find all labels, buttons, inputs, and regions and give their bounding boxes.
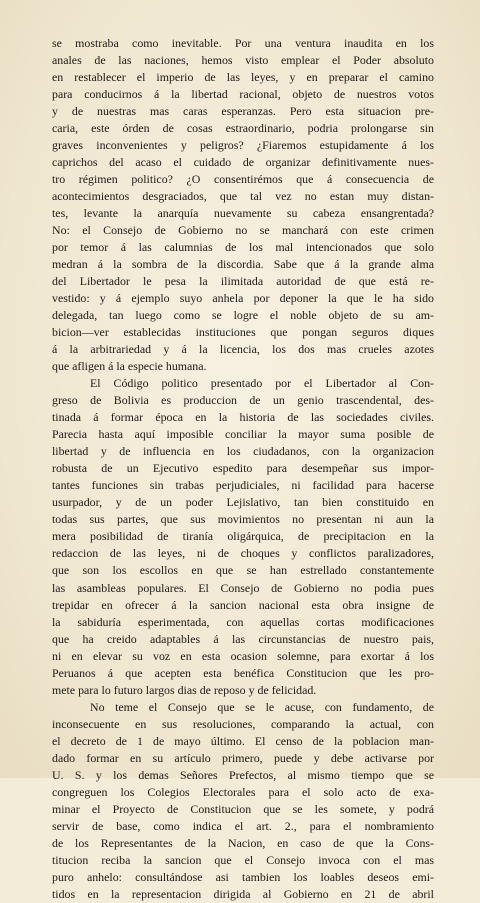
text-line: en restablecer el imperio de las leyes, y en preparar el camino [52, 70, 434, 85]
text-line: titucion reciba la sancion que el Consejo invoca con el mas [52, 852, 434, 867]
text-line: caprichos del acaso el cuidado de organizar definitivamente nues- [52, 155, 434, 170]
text-line: que ha creido adaptables á las circunstancias de nuestro pais, [52, 631, 434, 646]
text-line: trepidar en ofrecer á la sancion nacional esta obra insigne de [52, 597, 434, 612]
text-line: graves inconvenientes y peligros? ¿Fiaremos estupidamente á los [52, 138, 434, 153]
text-line: mera posibilidad de tiranía oligárquica, de precipitacion en la [52, 529, 434, 544]
text-line: por temor á las calumnias de los mal intencionados que solo [52, 240, 434, 255]
text-line: robusta de un Ejecutivo espedito para desempeñar sus impor- [52, 461, 434, 476]
text-line: servir de base, como indica el art. 2., para el nombramiento [52, 818, 434, 833]
text-line: redaccion de las leyes, ni de choques y conflictos paralizadores, [52, 546, 434, 561]
text-line: acontecimientos desgraciados, que tal vez no estan muy distan- [52, 189, 434, 204]
text-line: todas sus partes, que sus movimientos no presentan ni aun la [52, 512, 434, 527]
text-line: U. S. y los demas Señores Prefectos, al mismo tiempo que se [52, 767, 434, 782]
text-line: que son los escollos en que se han estrellado constantemente [52, 563, 434, 578]
text-line: anales de las naciones, hemos visto emplear el Poder absoluto [52, 53, 434, 68]
text-line: vestido: y á ejemplo suyo anhela por deponer la que le ha sido [52, 291, 434, 306]
text-line: de los Representantes de la Nacion, en caso de que la Cons- [52, 835, 434, 850]
text-line: congreguen los Colegios Electorales para el solo acto de exa- [52, 784, 434, 799]
text-line: greso de Bolivia es produccion de un genio trascendental, des- [52, 393, 434, 408]
text-line: medran á la sombra de la discordia. Sabe que á la grande alma [52, 257, 434, 272]
text-line: la sabiduría esperimentada, con aquellas cortas modificaciones [52, 614, 434, 629]
text-line: que afligen á la especie humana. [52, 359, 207, 374]
text-line: y de nuestras mas caras esperanzas. Pero esta situacion pre- [52, 104, 434, 119]
body-text [52, 35, 434, 903]
text-line: No: el Consejo de Gobierno no se manchará con este crimen [52, 223, 434, 238]
text-line: tinada á formar época en la historia de las sociedades civiles. [52, 410, 434, 425]
text-line: tro régimen politico? ¿O consentirémos que á consecuencia de [52, 172, 434, 187]
text-line: Parecia hasta aquí imposible conciliar la mayor suma posible de [52, 427, 434, 442]
text-line: libertad y de influencia en los ciudadanos, con la organizacion [52, 444, 434, 459]
text-line: del Libertador le pesa la ilimitada autoridad de que está re- [52, 274, 434, 289]
text-line: las asambleas populares. El Consejo de Gobierno no podia pues [52, 580, 434, 595]
text-line: á la arbitrariedad y á la licencia, los dos mas crueles azotes [52, 342, 434, 357]
text-line: delegada, tan luego como se logre el noble objeto de su am- [52, 308, 434, 323]
text-line: inconsecuente en sus resoluciones, comparando la actual, con [52, 716, 434, 731]
text-line: para conducirnos á la libertad racional, objeto de nuestros votos [52, 87, 434, 102]
text-line: bicion—ver establecidas instituciones que pongan seguros diques [52, 325, 434, 340]
paragraph [52, 699, 434, 903]
text-line: tes, levante la anarquía nuevamente su cabeza ensangrentada? [52, 206, 434, 221]
text-line: Peruanos á que acepten esta benéfica Constitucion que les pro- [52, 665, 434, 680]
text-line: No teme el Consejo que se le acuse, con fundamento, de [90, 699, 434, 714]
text-line: minar el Proyecto de Constitucion que se les somete, y podrá [52, 801, 434, 816]
text-line: el decreto de 1 de mayo último. El censo de la poblacion man- [52, 733, 434, 748]
paragraph [52, 375, 434, 698]
text-line: ni en elevar su voz en esta ocasion solemne, para exortar á los [52, 648, 434, 663]
text-line: dado formar en su artículo primero, puede y debe activarse por [52, 750, 434, 765]
text-line: se mostraba como inevitable. Por una ventura inaudita en los [52, 36, 434, 50]
text-line: tidos en la representacion dirigida al Gobierno en 21 de abril [52, 886, 434, 901]
paragraph [52, 35, 434, 375]
text-line: mete para lo futuro largos dias de reposo y de felicidad. [52, 682, 317, 697]
text-line: caria, este órden de cosas estraordinario, podria prolongarse sin [52, 121, 434, 136]
text-line: tantes funciones sin trabas perjudiciales, ni facilidad para hacerse [52, 478, 434, 493]
text-line: usurpador, y de un poder Lejislativo, tan bien constituido en [52, 495, 434, 510]
text-line: El Código politico presentado por el Libertador al Con- [90, 376, 434, 391]
text-line: puro anhelo: consultándose asi tambien los loables deseos emi- [52, 869, 434, 884]
